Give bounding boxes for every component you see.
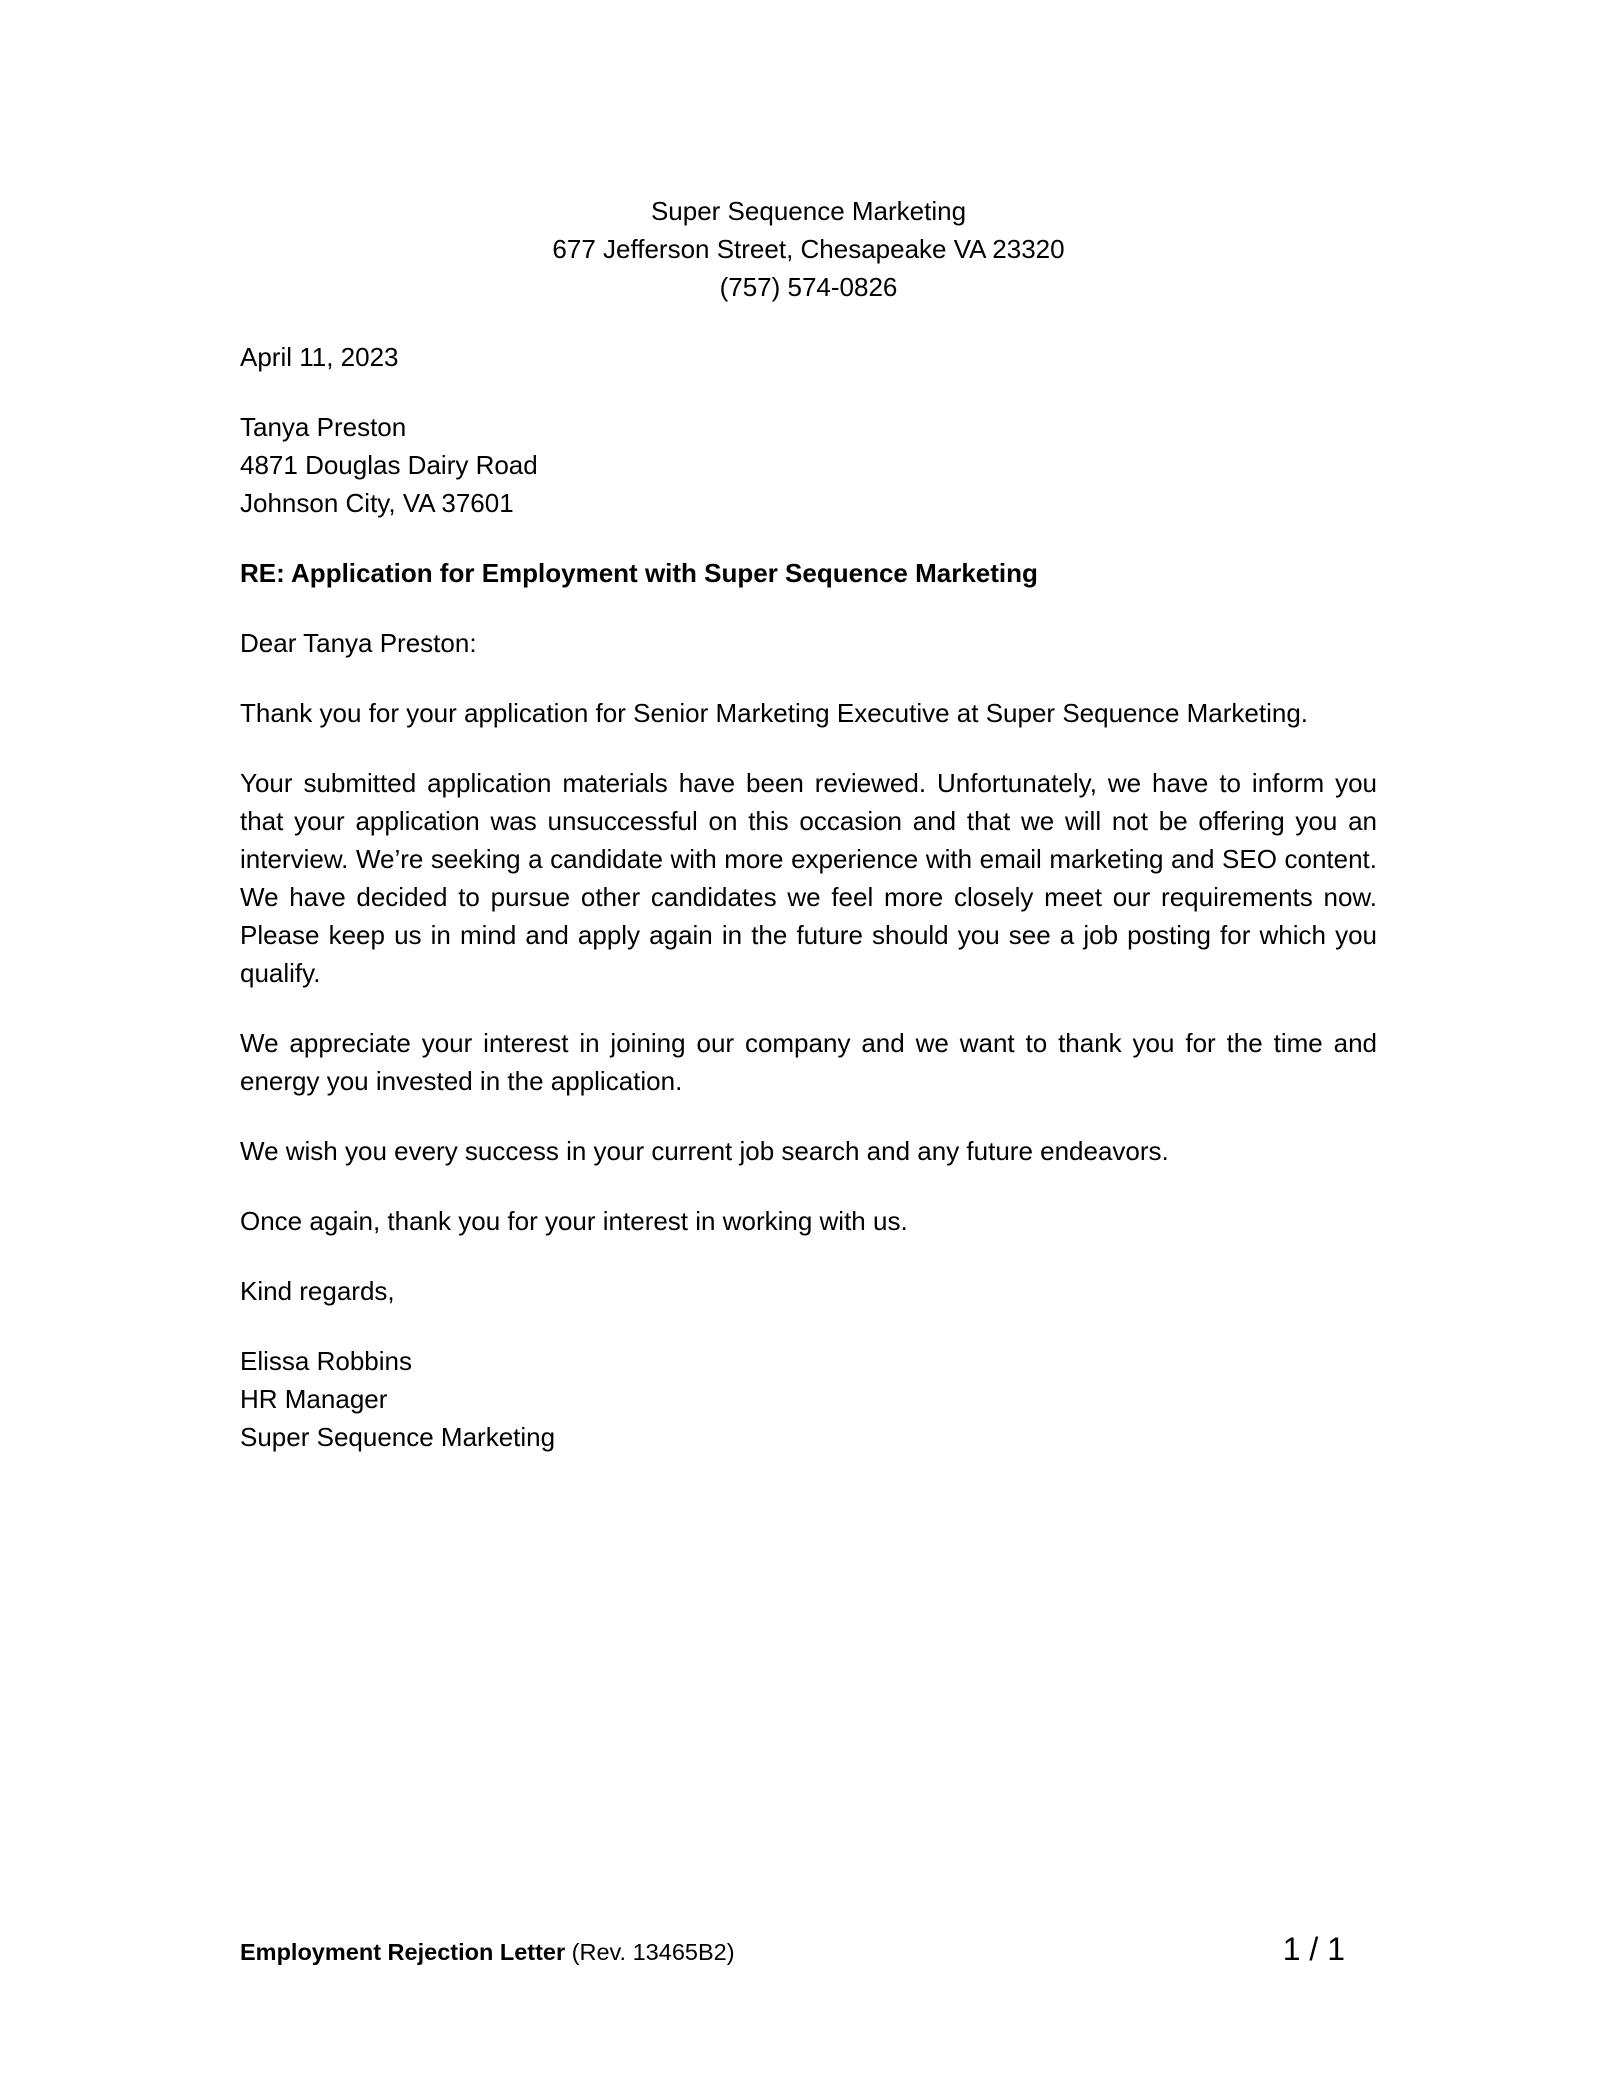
letter-date: April 11, 2023 <box>240 342 399 372</box>
footer-document-info <box>240 1933 735 1971</box>
signature-name: Elissa Robbins <box>240 1346 412 1376</box>
body-paragraph-rejection: Your submitted application materials have been reviewed. Unfortunately, we have to inform you that your application was unsuccessful on this occasion and that we will not be offering you an interview. We’re seeking a candidate with more experience with email marketing and SEO content. We have decided to pursue other candidates we feel more closely meet our requirements now. Please keep us in mind and apply again in the future should you see a job posting for which you qualify. <box>240 768 1377 988</box>
letterhead-company: Super Sequence Marketing <box>650 196 967 226</box>
signature-block <box>240 1342 1377 1456</box>
footer-document-title: Employment Rejection Letter <box>240 1939 566 1965</box>
recipient-city: Johnson City, VA 37601 <box>240 488 514 518</box>
body-paragraph-once-again: Once again, thank you for your interest in working with us. <box>240 1206 908 1236</box>
body-paragraph-appreciation: We appreciate your interest in joining our company and we want to thank you for the time and energy you invested in the application. <box>240 1028 1377 1096</box>
letter-content <box>240 192 1377 1488</box>
body-paragraph-thank-you: Thank you for your application for Senior Marketing Executive at Super Sequence Marketing. <box>240 698 1309 728</box>
recipient-name: Tanya Preston <box>240 412 407 442</box>
signature-company: Super Sequence Marketing <box>240 1422 556 1452</box>
page-footer <box>240 1930 1377 1971</box>
footer-revision: (Rev. 13465B2) <box>565 1939 735 1965</box>
recipient-block <box>240 408 1377 522</box>
salutation: Dear Tanya Preston: <box>240 628 477 658</box>
letterhead-phone: (757) 574-0826 <box>719 272 898 302</box>
body-paragraph-wishes: We wish you every success in your current job search and any future endeavors. <box>240 1136 1169 1166</box>
letterhead-address: 677 Jefferson Street, Chesapeake VA 23320 <box>552 234 1065 264</box>
letterhead <box>240 192 1377 306</box>
closing: Kind regards, <box>240 1276 395 1306</box>
recipient-street: 4871 Douglas Dairy Road <box>240 450 538 480</box>
subject-line: RE: Application for Employment with Super Sequence Marketing <box>240 558 1038 588</box>
signature-title: HR Manager <box>240 1384 388 1414</box>
page-number: 1 / 1 <box>1282 1931 1345 1967</box>
